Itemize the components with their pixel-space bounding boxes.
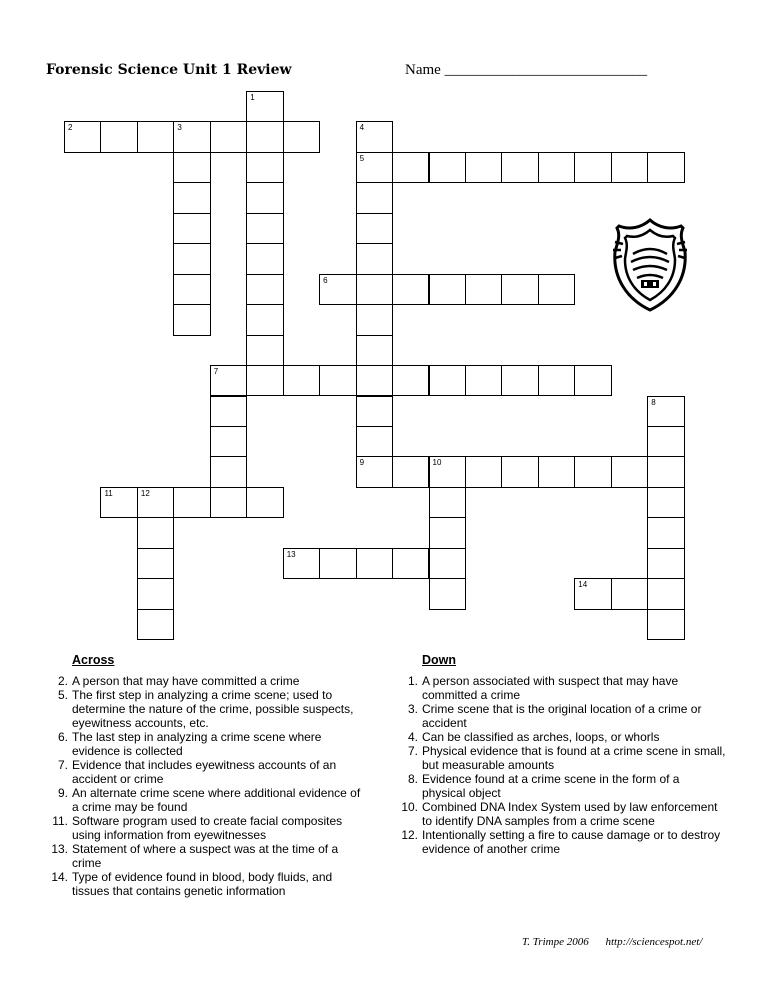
crossword-cell[interactable] <box>647 487 684 518</box>
crossword-cell[interactable] <box>246 243 283 274</box>
crossword-cell[interactable] <box>356 396 393 427</box>
crossword-cell[interactable] <box>501 365 538 396</box>
crossword-cell[interactable] <box>501 456 538 487</box>
crossword-cell[interactable] <box>246 91 283 122</box>
crossword-cell[interactable] <box>392 548 429 579</box>
crossword-cell[interactable] <box>356 426 393 457</box>
clue-item <box>396 730 726 744</box>
clue-item-number: 5. <box>57 688 68 702</box>
police-badge-icon <box>611 214 689 314</box>
across-list <box>46 674 364 898</box>
crossword-cell[interactable] <box>246 304 283 335</box>
crossword-cell[interactable] <box>501 152 538 183</box>
crossword-cell[interactable] <box>429 578 466 609</box>
clue-item-text: Can be classified as arches, loops, or whorls <box>422 730 660 744</box>
crossword-cell[interactable] <box>356 243 393 274</box>
clue-item <box>46 688 364 730</box>
down-heading: Down <box>422 653 457 667</box>
clue-item-number: 3. <box>407 702 418 716</box>
clue-item-text: Type of evidence found in blood, body fluids, and tissues that contains genetic information <box>72 870 333 898</box>
crossword-cell[interactable] <box>429 152 466 183</box>
clue-item <box>396 744 726 772</box>
clue-number: 8 <box>651 397 656 407</box>
crossword-cell[interactable] <box>356 213 393 244</box>
clue-item-text: An alternate crime scene where additional evidence of a crime may be found <box>72 786 361 814</box>
crossword-cell[interactable] <box>64 121 101 152</box>
crossword-cell[interactable] <box>574 365 611 396</box>
crossword-cell[interactable] <box>356 365 393 396</box>
crossword-cell[interactable] <box>210 456 247 487</box>
crossword-cell[interactable] <box>356 121 393 152</box>
clue-number: 2 <box>68 123 73 133</box>
clue-item <box>396 674 726 702</box>
crossword-cell[interactable] <box>283 121 320 152</box>
crossword-cell[interactable] <box>137 578 174 609</box>
crossword-cell[interactable] <box>356 456 393 487</box>
clue-item-number: 8. <box>407 772 418 786</box>
crossword-cell[interactable] <box>137 609 174 640</box>
clue-number: 11 <box>104 488 113 498</box>
crossword-cell[interactable] <box>574 578 611 609</box>
crossword-cell[interactable] <box>465 274 502 305</box>
crossword-cell[interactable] <box>246 121 283 152</box>
crossword-cell[interactable] <box>319 548 356 579</box>
crossword-cell[interactable] <box>173 304 210 335</box>
crossword-cell[interactable] <box>647 578 684 609</box>
crossword-cell[interactable] <box>319 365 356 396</box>
footer-url[interactable]: http://sciencespot.net/ <box>605 936 703 948</box>
clue-number: 12 <box>140 488 150 498</box>
crossword-cell[interactable] <box>611 578 648 609</box>
crossword-cell[interactable] <box>501 274 538 305</box>
crossword-cell[interactable] <box>356 335 393 366</box>
crossword-cell[interactable] <box>137 517 174 548</box>
crossword-cell[interactable] <box>429 456 466 487</box>
crossword-cell[interactable] <box>137 487 174 518</box>
crossword-cell[interactable] <box>392 274 429 305</box>
crossword-cell[interactable] <box>392 456 429 487</box>
clue-item-number: 14. <box>51 870 68 884</box>
crossword-cell[interactable] <box>429 274 466 305</box>
crossword-cell[interactable] <box>173 274 210 305</box>
crossword-cell[interactable] <box>246 274 283 305</box>
across-clues <box>46 653 364 898</box>
crossword-cell[interactable] <box>538 365 575 396</box>
crossword-cell[interactable] <box>392 152 429 183</box>
footer-author: T. Trimpe 2006 <box>522 936 589 948</box>
clue-number: 6 <box>323 275 328 285</box>
clue-item <box>396 800 726 828</box>
clue-item-text: A person associated with suspect that may have committed a crime <box>422 674 679 702</box>
clue-item-text: The first step in analyzing a crime scene; used to determine the nature of the crime, possible suspects, eyewitness accounts, etc. <box>72 688 354 730</box>
crossword-cell[interactable] <box>647 152 684 183</box>
crossword-cell[interactable] <box>100 121 137 152</box>
crossword-cell[interactable] <box>210 365 247 396</box>
crossword-cell[interactable] <box>356 304 393 335</box>
clue-item-text: Software program used to create facial composites using information from eyewitnesses <box>72 814 343 842</box>
crossword-cell[interactable] <box>356 548 393 579</box>
crossword-cell[interactable] <box>574 152 611 183</box>
footer <box>522 936 702 948</box>
clue-item <box>46 786 364 814</box>
clue-item-number: 4. <box>407 730 418 744</box>
clue-item-text: Physical evidence that is found at a crime scene in small, but measurable amounts <box>422 744 726 772</box>
clue-item <box>396 702 726 730</box>
clue-item-number: 1. <box>407 674 418 688</box>
crossword-cell[interactable] <box>173 121 210 152</box>
crossword-cell[interactable] <box>465 456 502 487</box>
crossword-cell[interactable] <box>356 182 393 213</box>
across-heading: Across <box>72 653 115 667</box>
crossword-cell[interactable] <box>465 152 502 183</box>
crossword-cell[interactable] <box>283 365 320 396</box>
crossword-cell[interactable] <box>210 487 247 518</box>
crossword-cell[interactable] <box>100 487 137 518</box>
clue-number: 14 <box>578 580 588 590</box>
crossword-cell[interactable] <box>611 456 648 487</box>
crossword-cell[interactable] <box>647 517 684 548</box>
crossword-cell[interactable] <box>429 365 466 396</box>
clue-item-number: 7. <box>407 744 418 758</box>
clue-number: 3 <box>177 123 182 133</box>
clue-item <box>396 828 726 856</box>
crossword-cell[interactable] <box>173 152 210 183</box>
crossword-cell[interactable] <box>647 426 684 457</box>
crossword-cell[interactable] <box>246 365 283 396</box>
crossword-cell[interactable] <box>429 548 466 579</box>
clue-item-number: 10. <box>401 800 418 814</box>
crossword-cell[interactable] <box>210 396 247 427</box>
clue-item-number: 2. <box>57 674 68 688</box>
crossword-cell[interactable] <box>173 213 210 244</box>
clue-item-number: 6. <box>57 730 68 744</box>
crossword-cell[interactable] <box>210 426 247 457</box>
clue-item-text: A person that may have committed a crime <box>72 674 300 688</box>
crossword-cell[interactable] <box>429 487 466 518</box>
crossword-cell[interactable] <box>465 365 502 396</box>
crossword-cell[interactable] <box>429 517 466 548</box>
clue-item-number: 9. <box>57 786 68 800</box>
crossword-cell[interactable] <box>647 456 684 487</box>
crossword-cell[interactable] <box>647 548 684 579</box>
clue-item <box>396 772 726 800</box>
down-list <box>396 674 726 856</box>
clue-item-number: 11. <box>52 814 68 828</box>
crossword-cell[interactable] <box>137 121 174 152</box>
crossword-cell[interactable] <box>356 274 393 305</box>
clue-item-text: Combined DNA Index System used by law enforcement to identify DNA samples from a crime scene <box>422 800 718 828</box>
clue-number: 7 <box>213 367 219 377</box>
crossword-cell[interactable] <box>538 456 575 487</box>
crossword-cell[interactable] <box>319 274 356 305</box>
crossword-cell[interactable] <box>246 213 283 244</box>
clue-item <box>46 730 364 758</box>
clue-item <box>46 758 364 786</box>
crossword-cell[interactable] <box>246 487 283 518</box>
crossword-cell[interactable] <box>538 152 575 183</box>
crossword-cell[interactable] <box>392 365 429 396</box>
crossword-cell[interactable] <box>356 152 393 183</box>
crossword-cell[interactable] <box>173 487 210 518</box>
crossword-cell[interactable] <box>173 243 210 274</box>
crossword-cell[interactable] <box>246 335 283 366</box>
name-field[interactable]: Name ___________________________ <box>405 62 648 78</box>
crossword-cell[interactable] <box>538 274 575 305</box>
page-title: Forensic Science Unit 1 Review <box>46 62 292 78</box>
clue-number: 9 <box>359 458 365 468</box>
crossword-cell[interactable] <box>246 152 283 183</box>
clue-item <box>46 674 364 688</box>
clue-item-number: 13. <box>51 842 68 856</box>
crossword-cell[interactable] <box>283 548 320 579</box>
clue-item-number: 12. <box>401 828 418 842</box>
clue-item-text: Intentionally setting a fire to cause damage or to destroy evidence of another crime <box>422 828 721 856</box>
clue-number: 10 <box>432 458 442 468</box>
crossword-cell[interactable] <box>574 456 611 487</box>
clue-number: 4 <box>359 123 365 133</box>
clue-item-text: Evidence that includes eyewitness accounts of an accident or crime <box>72 758 337 786</box>
crossword-cell[interactable] <box>210 121 247 152</box>
crossword-cell[interactable] <box>647 609 684 640</box>
crossword-cell[interactable] <box>173 182 210 213</box>
clue-item-number: 7. <box>57 758 68 772</box>
crossword-cell[interactable] <box>611 152 648 183</box>
crossword-cell[interactable] <box>137 548 174 579</box>
clue-number: 1 <box>250 93 255 102</box>
clue-item-text: Evidence found at a crime scene in the form of a physical object <box>422 772 680 800</box>
down-clues <box>396 653 726 856</box>
clue-number: 5 <box>359 153 365 163</box>
clue-item-text: Statement of where a suspect was at the time of a crime <box>72 842 339 870</box>
clue-item <box>46 814 364 842</box>
crossword-cell[interactable] <box>647 396 684 427</box>
clue-number: 13 <box>286 549 296 559</box>
clue-item-text: Crime scene that is the original location of a crime or accident <box>422 702 702 730</box>
clue-item-text: The last step in analyzing a crime scene where evidence is collected <box>72 730 322 758</box>
clue-item <box>46 870 364 898</box>
clue-item <box>46 842 364 870</box>
crossword-cell[interactable] <box>246 182 283 213</box>
